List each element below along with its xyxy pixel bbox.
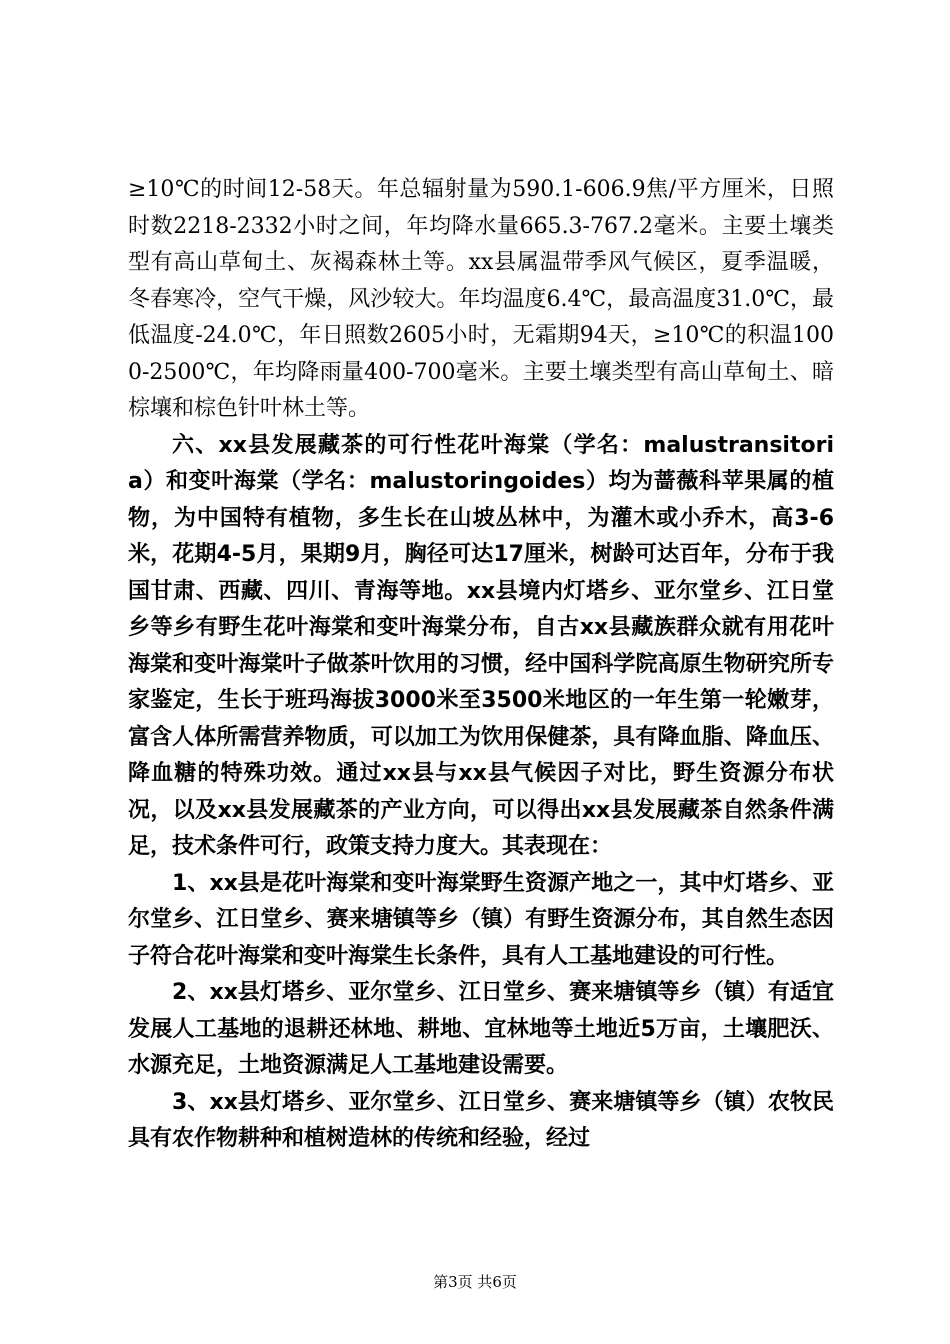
document-body xyxy=(128,172,834,1158)
paragraph-point-1: 1、xx县是花叶海棠和变叶海棠野生资源产地之一，其中灯塔乡、亚尔堂乡、江日堂乡、赛来塘镇等乡（镇）有野生资源分布，其自然生态因子符合花叶海棠和变叶海棠生长条件，具有人工基地建设的可行性。 xyxy=(128,870,834,969)
paragraph-point-2: 2、xx县灯塔乡、亚尔堂乡、江日堂乡、赛来塘镇等乡（镇）有适宜发展人工基地的退耕还林地、耕地、宜林地等土地近5万亩，土壤肥沃、水源充足，土地资源满足人工基地建设需要。 xyxy=(128,980,834,1078)
paragraph-section-six: 六、xx县发展藏茶的可行性花叶海棠（学名：malustransitoria）和变叶海棠（学名：malustoringoides）均为蔷薇科苹果属的植物，为中国特有植物，多生长在山坡丛林中，为灌木或小乔木，高3-6米，花期4-5月，果期9月，胸径可达17厘米，树龄可达百年，分布于我国甘肃、西藏、四川、青海等地。xx县境内灯塔乡、亚尔堂乡、江日堂乡等乡有野生花叶海棠和变叶海棠分布，自古xx县藏族群众就有用花叶海棠和变叶海棠叶子做茶叶饮用的习惯，经中国科学院高原生物研究所专家鉴定，生长于班玛海拔3000米至3500米地区的一年生第一轮嫩芽，富含人体所需营养物质，可以加工为饮用保健茶，具有降血脂、降血压、降血糖的特殊功效。通过xx县与xx县气候因子对比，野生资源分布状况，以及xx县发展藏茶的产业方向，可以得出xx县发展藏茶自然条件满足，技术条件可行，政策支持力度大。其表现在： xyxy=(128,432,834,859)
paragraph-climate: ≥10℃的时间12-58天。年总辐射量为590.1-606.9焦/平方厘米，日照时数2218-2332小时之间，年均降水量665.3-767.2毫米。主要土壤类型有高山草甸土、灰褐森林土等。xx县属温带季风气候区，夏季温暖，冬春寒冷，空气干燥，风沙较大。年均温度6.4℃，最高温度31.0℃，最低温度-24.0℃，年日照数2605小时，无霜期94天，≥10℃的积温1000-2500℃，年均降雨量400-700毫米。主要土壤类型有高山草甸土、暗棕壤和棕色针叶林土等。 xyxy=(128,177,834,421)
page-number-footer: 第3页 共6页 xyxy=(433,1273,517,1291)
paragraph-point-3: 3、xx县灯塔乡、亚尔堂乡、江日堂乡、赛来塘镇等乡（镇）农牧民具有农作物耕种和植树造林的传统和经验，经过 xyxy=(128,1089,834,1151)
